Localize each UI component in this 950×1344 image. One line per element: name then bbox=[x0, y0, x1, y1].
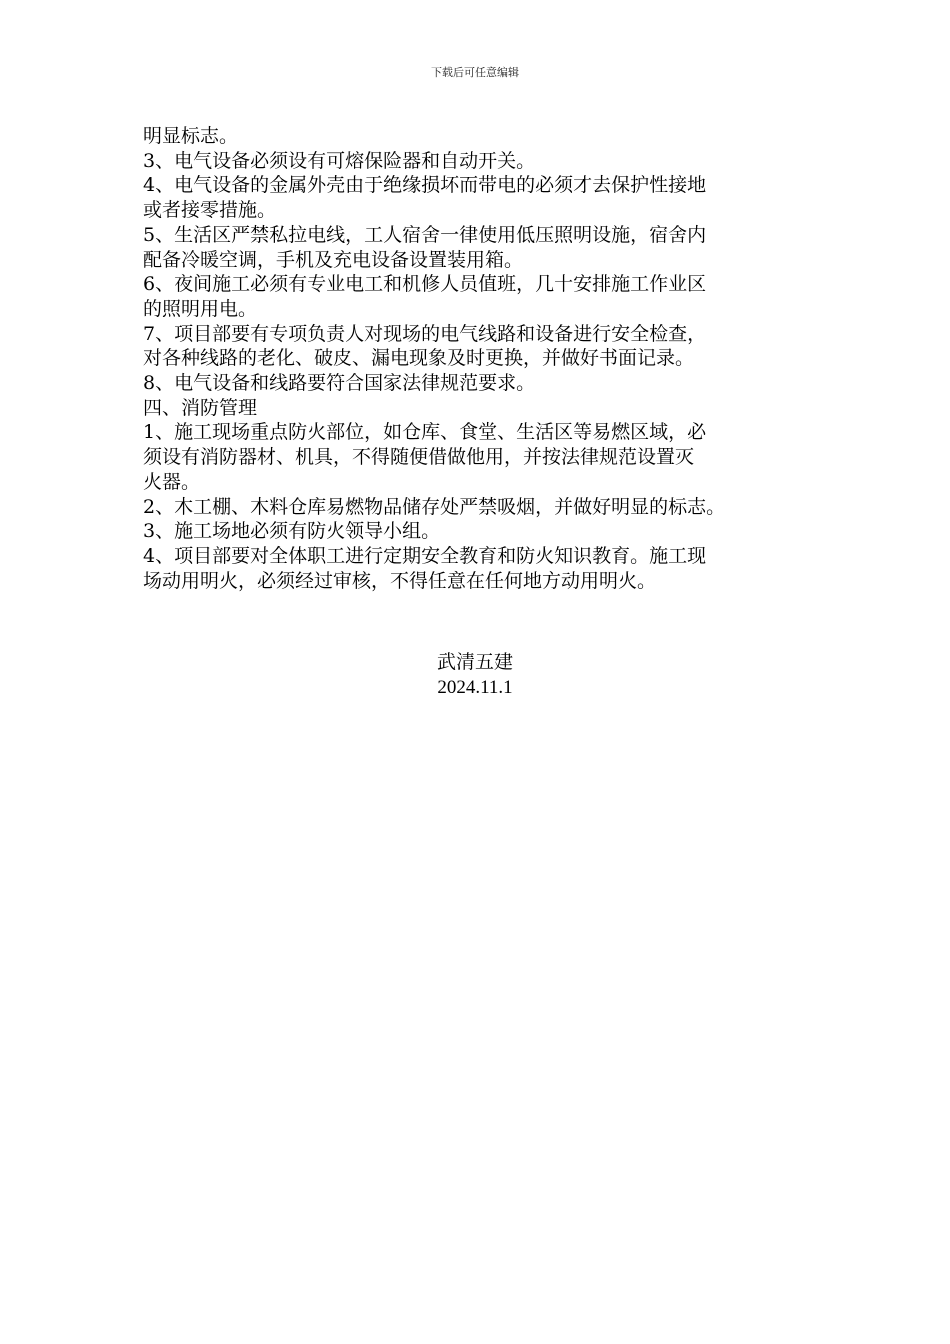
body-line: 4、电气设备的金属外壳由于绝缘损坏而带电的必须才去保护性接地 bbox=[143, 174, 707, 197]
page-header-note: 下载后可任意编辑 bbox=[431, 66, 519, 79]
body-line: 场动用明火，必须经过审核，不得任意在任何地方动用明火。 bbox=[143, 569, 657, 592]
signature-org: 武清五建 bbox=[436, 651, 513, 673]
body-line: 对各种线路的老化、破皮、漏电现象及时更换，并做好书面记录。 bbox=[143, 347, 695, 370]
body-line: 须设有消防器材、机具，不得随便借做他用，并按法律规范设置灭 bbox=[143, 446, 695, 469]
body-line: 7、项目部要有专项负责人对现场的电气线路和设备进行安全检查， bbox=[143, 322, 707, 345]
body-line: 8、电气设备和线路要符合国家法律规范要求。 bbox=[143, 372, 536, 395]
body-line: 3、电气设备必须设有可熔保险器和自动开关。 bbox=[143, 149, 536, 172]
body-line: 1、施工现场重点防火部位，如仓库、食堂、生活区等易燃区域，必 bbox=[143, 421, 707, 444]
body-line: 或者接零措施。 bbox=[143, 199, 277, 222]
signature-date: 2024.11.1 bbox=[437, 677, 513, 698]
section-heading: 四、消防管理 bbox=[143, 396, 258, 419]
body-line: 配备冷暖空调，手机及充电设备设置装用箱。 bbox=[143, 248, 524, 271]
body-line: 5、生活区严禁私拉电线，工人宿舍一律使用低压照明设施，宿舍内 bbox=[143, 223, 707, 246]
signature-block bbox=[0, 650, 950, 700]
body-line: 3、施工场地必须有防火领导小组。 bbox=[143, 520, 441, 543]
body-line: 4、项目部要对全体职工进行定期安全教育和防火知识教育。施工现 bbox=[143, 544, 707, 567]
document-body bbox=[143, 124, 823, 593]
body-line: 6、夜间施工必须有专业电工和机修人员值班，几十安排施工作业区 bbox=[143, 273, 707, 296]
body-line: 明显标志。 bbox=[143, 125, 239, 147]
body-line: 2、木工棚、木料仓库易燃物品储存处严禁吸烟，并做好明显的标志。 bbox=[143, 495, 726, 518]
body-line: 的照明用电。 bbox=[143, 297, 258, 320]
body-line: 火器。 bbox=[143, 470, 201, 493]
